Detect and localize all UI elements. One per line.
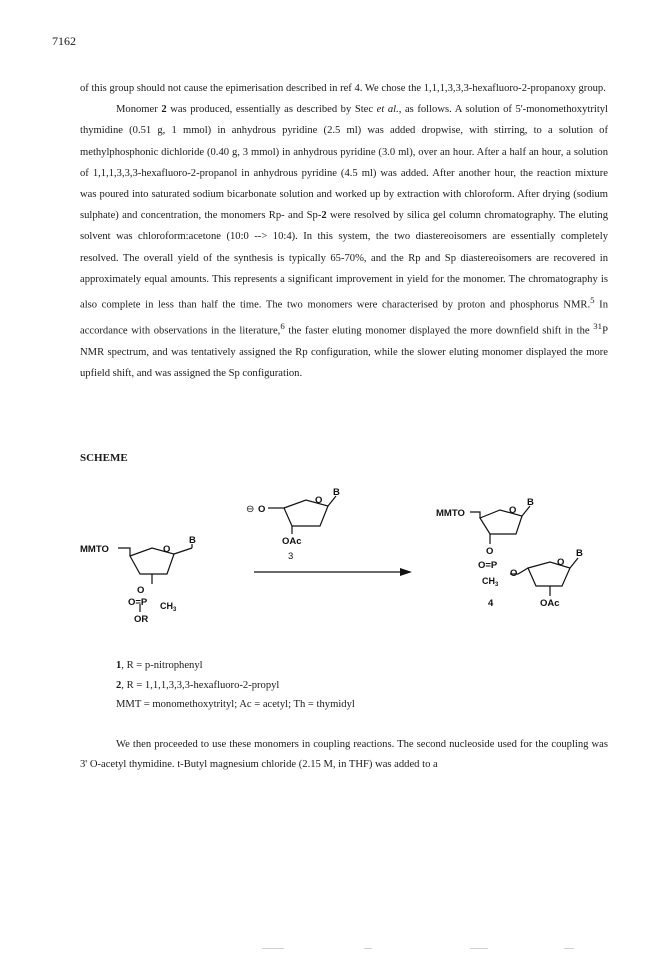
text-run: P NMR spectrum, and was tentatively assigned the Rp configuration, while the slower eluting monomer displayed the more upfield shift, and was assigned the Sp configuration. [80, 325, 608, 379]
reactant-base-bond [174, 548, 192, 554]
reactant-ring-o-label: O [163, 544, 171, 555]
body-text [80, 78, 608, 384]
reactant-methyl-label: $CH_3$ [160, 601, 177, 613]
reaction-arrow-head [400, 568, 412, 576]
reactant-base-label: B [189, 535, 196, 546]
reagent-ring-o-label: O [315, 495, 323, 506]
reference-superscript: 6 [280, 320, 285, 331]
reactant-mmto-label: MMTO [80, 544, 109, 555]
et-al: et al. [376, 104, 399, 116]
scheme-captions [80, 656, 608, 715]
scan-artifact-line [470, 948, 488, 949]
text-run: was produced, essentially as described by Stec [166, 104, 377, 116]
scan-artifact-line [564, 948, 574, 949]
paragraph-1: of this group should not cause the epimerisation described in ref 4. We chose the 1,1,1,3,3,3-hexafluoro-2-propanoxy group. [80, 83, 606, 94]
text-run: , as follows. A solution of 5'-monomethoxytrityl thymidine (0.51 g, 1 mmol) in anhydrous pyridine (2.5 ml) was added dropwise, with stirring, to a solution of methylphosphonic dichloride (0.40 g, 3 mmol) in anhydrous pyridine (3.0 ml), over an hour. After a half an hour, a solution of 1,1,1,3,3,3-hexafluoro-2-propanol in anhydrous pyridine (4.5 ml) was added. After another hour, the reaction mixture was poured into saturated sodium bicarbonate solution and worked up by extraction with chloroform. After drying (sodium sulphate) and concentration, the monomers Rp- and Sp- [80, 104, 608, 222]
text-run: were resolved by silica gel column chromatography. The eluting solvent was chloroform:acetone (10:0 --> 10:4). In this system, the two diastereoisomers are essentially completely resolved. The overall yield of the synthesis is typically 65-70%, and the Rp and Sp diastereoisomers are recovered in approximately equal amounts. This represents a significant improvement in yield for the monomer. The chromatography is also complete in less than half the time. The two monomers were characterised by proton and phosphorus NMR. [80, 210, 608, 311]
reactant-or-label: OR [134, 614, 149, 625]
product-bridge-o-label: O [510, 568, 518, 579]
product-5prime-bond [470, 512, 480, 518]
reactant-link-o-label: O [137, 585, 145, 596]
scan-artifact-line [364, 948, 372, 949]
caption-compound-number: 2 [116, 679, 122, 691]
caption-text: , R = p-nitrophenyl [121, 660, 203, 671]
product-link-o-label: O [486, 546, 494, 557]
text-run: the faster eluting monomer displayed the more downfield shift in the [284, 325, 594, 337]
scheme-heading: SCHEME [80, 452, 128, 464]
product-methyl-label: $CH_3$ [482, 576, 499, 588]
reagent-oac-label: OAc [282, 536, 302, 547]
product-base2-label: B [576, 548, 583, 559]
paragraph-3: We then proceeded to use these monomers in coupling reactions. The second nucleoside used for the coupling was 3' O-acetyl thymidine. t-Butyl magnesium chloride (2.15 M, in THF) was added to a [80, 739, 608, 770]
caption-text: , R = 1,1,1,3,3,3-hexafluoro-2-propyl [121, 679, 280, 691]
reagent-number: 3 [288, 551, 294, 562]
reagent-base-label: B [333, 488, 340, 498]
product-mmto-label: MMTO [436, 508, 465, 519]
text-run: Monomer [116, 104, 162, 116]
product-ring-o-label: O [509, 505, 517, 516]
caption-1 [116, 656, 608, 676]
caption-3: MMT = monomethoxytrityl; Ac = acetyl; Th = thymidyl [116, 699, 355, 711]
scheme-diagram [80, 488, 608, 638]
caption-compound-number: 1 [116, 660, 122, 671]
paragraph-2 [80, 99, 608, 384]
compound-number: 2 [161, 104, 167, 116]
body-text-continued [80, 735, 608, 775]
product-base-bond-2 [570, 558, 578, 568]
reactant-po-label: O=P [128, 597, 148, 608]
reactant-5prime-bond [118, 548, 130, 556]
text-run: In accordance with observations in the literature, [80, 299, 609, 337]
page-number: 7162 [52, 34, 76, 48]
product-po-label: O=P [478, 560, 498, 571]
reagent-charge-label: ⊖ [246, 504, 255, 515]
product-number: 4 [488, 598, 494, 609]
reaction-scheme [80, 488, 608, 638]
isotope-superscript: 31 [593, 320, 603, 331]
product-base-label: B [527, 497, 534, 508]
reagent-o-label: O [258, 504, 266, 515]
reference-superscript: 5 [590, 295, 595, 306]
scan-artifact-line [262, 948, 284, 949]
product-oac-label: OAc [540, 598, 560, 609]
product-ring2-o-label: O [557, 557, 565, 568]
compound-number: 2 [321, 210, 327, 222]
caption-2 [116, 676, 608, 696]
